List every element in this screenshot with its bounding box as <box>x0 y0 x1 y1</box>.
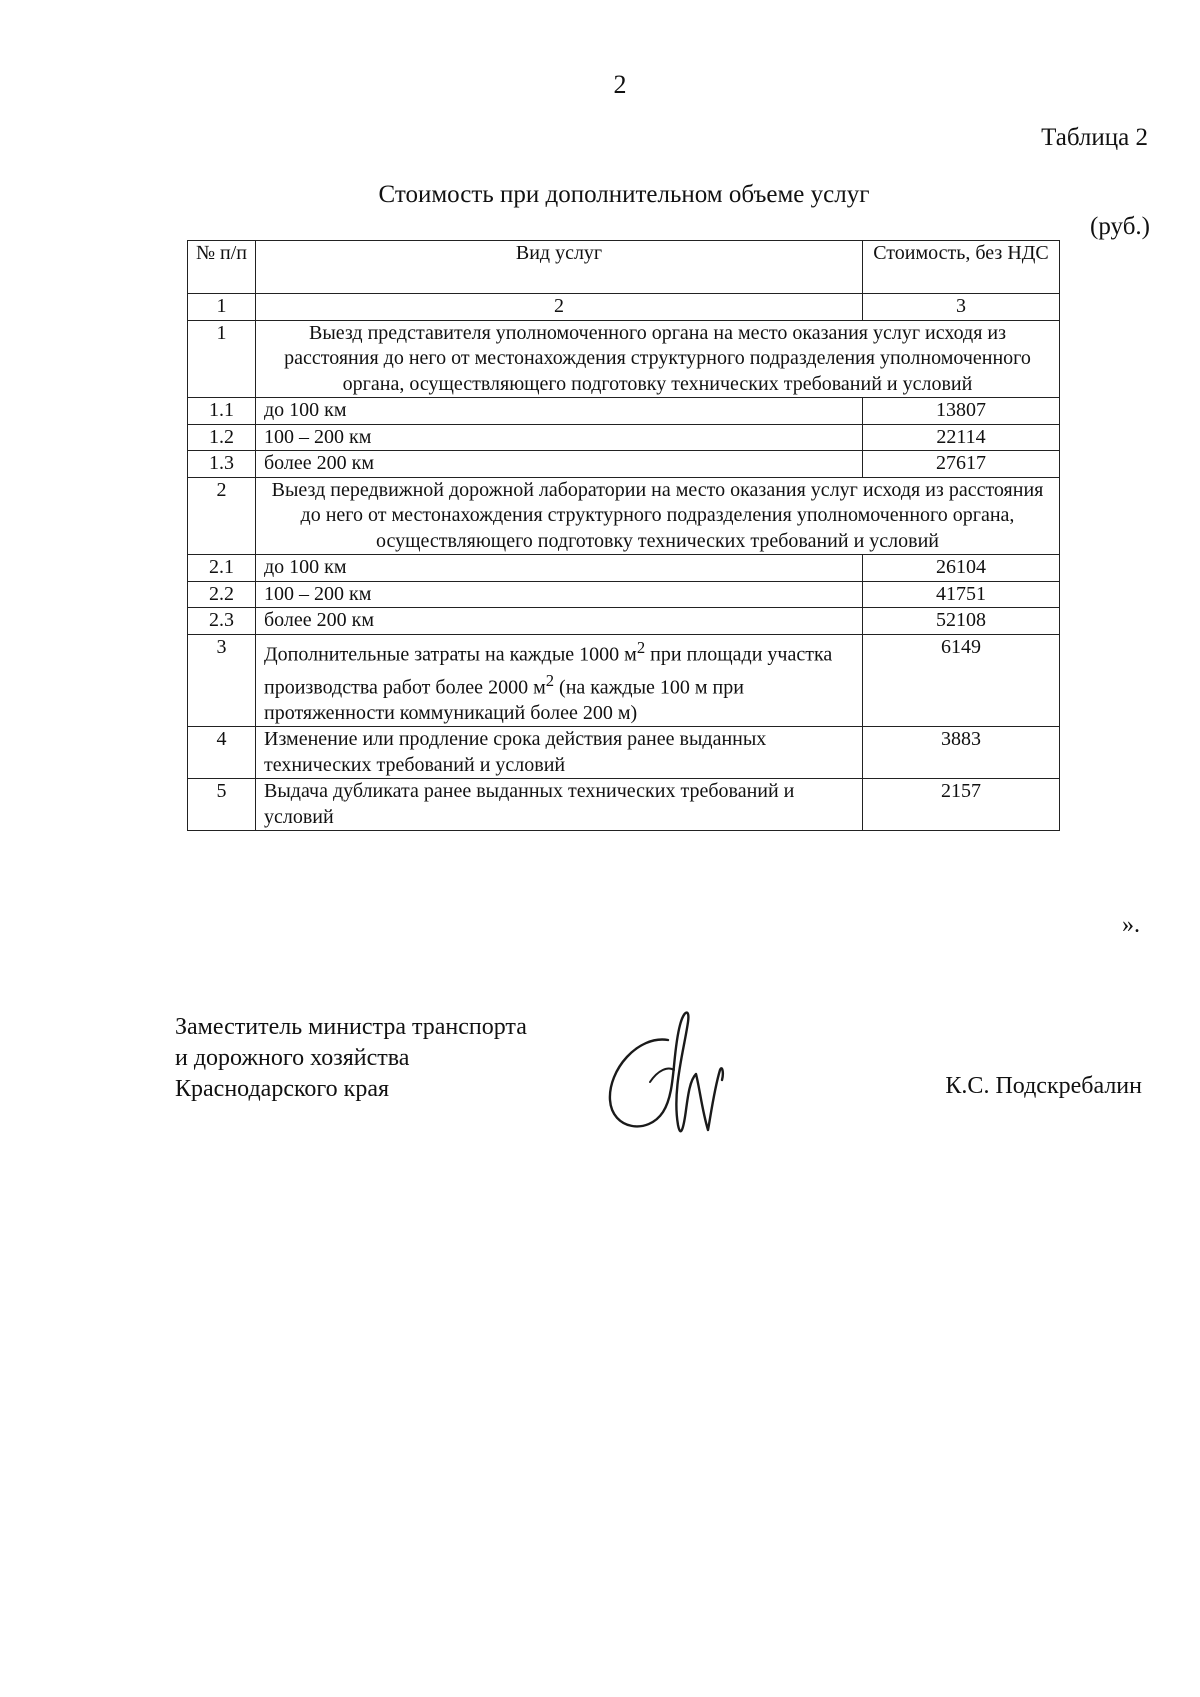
header-cost: Стоимость, без НДС <box>863 241 1060 294</box>
row-service-name: более 200 км <box>256 451 863 478</box>
table-row <box>188 320 1060 398</box>
row-cost: 52108 <box>863 608 1060 635</box>
price-table <box>187 240 1060 831</box>
signer-title-line: и дорожного хозяйства <box>175 1045 410 1071</box>
header-num: № п/п <box>188 241 256 294</box>
superscript: 2 <box>545 670 555 690</box>
row-cost: 2157 <box>863 779 1060 831</box>
row-cost: 22114 <box>863 424 1060 451</box>
row-number: 5 <box>188 779 256 831</box>
table-row <box>188 779 1060 831</box>
row-number: 2.1 <box>188 555 256 582</box>
row-cost: 41751 <box>863 581 1060 608</box>
table-header-row <box>188 241 1060 294</box>
table-row <box>188 555 1060 582</box>
row-service-name: Выдача дубликата ранее выданных технических требований и условий <box>256 779 863 831</box>
row-service-name: 100 – 200 км <box>256 581 863 608</box>
units-label: (руб.) <box>1090 213 1150 240</box>
row-service-name: 100 – 200 км <box>256 424 863 451</box>
signer-title-line: Заместитель министра транспорта <box>175 1014 527 1040</box>
row-service-name: до 100 км <box>256 398 863 425</box>
column-index-3: 3 <box>863 294 1060 321</box>
row-number: 2.2 <box>188 581 256 608</box>
signer-name: К.С. Подскребалин <box>945 1073 1142 1099</box>
header-service: Вид услуг <box>256 241 863 294</box>
row-number: 1.1 <box>188 398 256 425</box>
row-section-title: Выезд представителя уполномоченного органа на место оказания услуг исходя из расстояния до него от местонахождения структурного подразделения уполномоченного органа, осуществляющего подготовку технических требований и условий <box>256 320 1060 398</box>
signer-title-line: Краснодарского края <box>175 1076 390 1102</box>
table-row <box>188 634 1060 727</box>
name-part: (на каждые 100 м при протяженности коммуникаций более 200 м) <box>264 676 744 724</box>
name-part: Дополнительные затраты на каждые 1000 м <box>264 643 637 666</box>
row-number: 2 <box>188 477 256 555</box>
row-number: 1.3 <box>188 451 256 478</box>
column-index-2: 2 <box>256 294 863 321</box>
page-number: 2 <box>613 70 627 99</box>
row-section-title: Выезд передвижной дорожной лаборатории на место оказания услуг исходя из расстояния до него от местонахождения структурного подразделения уполномоченного органа, осуществляющего подготовку технических требований и условий <box>256 477 1060 555</box>
table-caption: Таблица 2 <box>1041 124 1148 151</box>
row-cost: 27617 <box>863 451 1060 478</box>
row-cost: 26104 <box>863 555 1060 582</box>
signer-title <box>175 1012 527 1105</box>
table-row <box>188 477 1060 555</box>
row-number: 2.3 <box>188 608 256 635</box>
row-number: 1 <box>188 320 256 398</box>
signature-icon <box>598 1000 738 1150</box>
row-service-name: более 200 км <box>256 608 863 635</box>
row-number: 3 <box>188 634 256 727</box>
column-index-1: 1 <box>188 294 256 321</box>
row-number: 4 <box>188 727 256 779</box>
row-service-name: Изменение или продление срока действия ранее выданных технических требований и условий <box>256 727 863 779</box>
table-row <box>188 608 1060 635</box>
table-row <box>188 424 1060 451</box>
table-row <box>188 398 1060 425</box>
row-service-name <box>256 634 863 727</box>
row-cost: 3883 <box>863 727 1060 779</box>
name-part: при площади участка производства работ более 2000 м <box>264 643 833 699</box>
column-index-row <box>188 294 1060 321</box>
row-number: 1.2 <box>188 424 256 451</box>
table-row <box>188 581 1060 608</box>
superscript: 2 <box>636 637 646 657</box>
row-cost: 6149 <box>863 634 1060 727</box>
row-service-name: до 100 км <box>256 555 863 582</box>
table-title: Стоимость при дополнительном объеме услуг <box>378 181 870 208</box>
closing-quote: ». <box>1122 912 1140 938</box>
table-row <box>188 451 1060 478</box>
row-cost: 13807 <box>863 398 1060 425</box>
table-row <box>188 727 1060 779</box>
